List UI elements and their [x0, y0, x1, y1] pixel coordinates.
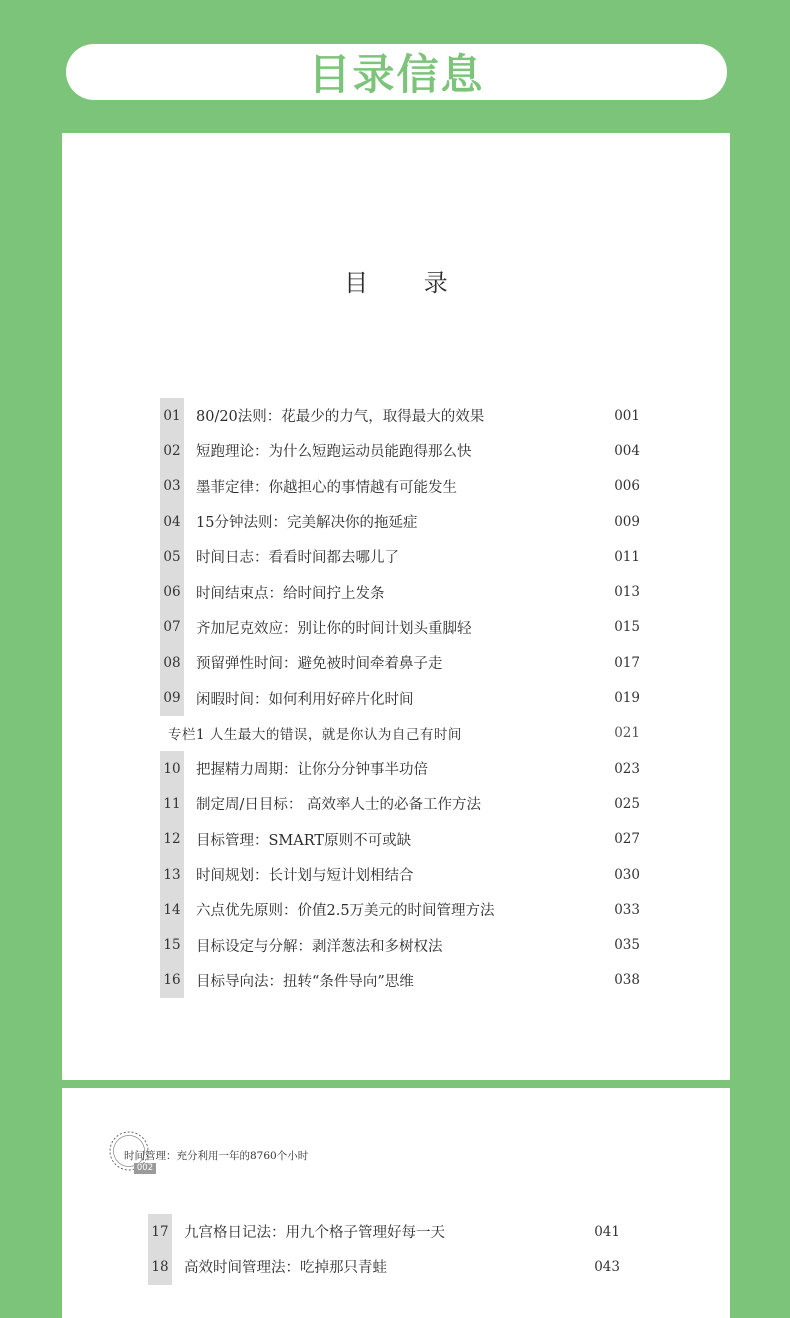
toc-entry-title: 九宫格日记法：用九个格子管理好每一天: [184, 1225, 445, 1242]
toc-entry[interactable]: [160, 574, 640, 609]
header-banner: [66, 44, 727, 100]
toc-entry-page: 027: [614, 831, 640, 848]
toc-entry-number: 02: [160, 433, 184, 468]
toc-entry[interactable]: [160, 786, 640, 821]
toc-entry[interactable]: [160, 680, 640, 715]
toc-entry[interactable]: [148, 1249, 620, 1284]
toc-entry[interactable]: [160, 539, 640, 574]
toc-entry-page: 009: [614, 513, 640, 530]
toc-entry-number: 18: [148, 1249, 172, 1284]
toc-entry-number: 11: [160, 786, 184, 821]
banner-title: 目录信息: [308, 50, 485, 99]
toc-entry-page: 033: [614, 901, 640, 918]
toc-entry[interactable]: [160, 610, 640, 645]
toc-entry-title: 80/20法则：花最少的力气，取得最大的效果: [196, 409, 485, 426]
toc-entry-number: 08: [160, 645, 184, 680]
toc-entry-number: 03: [160, 469, 184, 504]
toc-entry-page: 035: [614, 937, 640, 954]
toc-entry-number: 14: [160, 892, 184, 927]
toc-entry-page: 011: [614, 548, 640, 565]
toc-entry-number: 17: [148, 1214, 172, 1249]
toc-entry-page: 043: [594, 1258, 620, 1275]
toc-entry-number: 16: [160, 963, 184, 998]
toc-entry[interactable]: [160, 892, 640, 927]
toc-entry-number: 05: [160, 539, 184, 574]
toc-entry-number: 13: [160, 857, 184, 892]
toc-entry-title: 15分钟法则：完美解决你的拖延症: [196, 515, 418, 532]
toc-entry-title: 高效时间管理法：吃掉那只青蛙: [184, 1260, 387, 1277]
toc-entry-title: 闲暇时间：如何利用好碎片化时间: [196, 691, 414, 708]
toc-entry-number: 09: [160, 680, 184, 715]
toc-entry-page: 006: [614, 478, 640, 495]
toc-entry-title: 目标导向法：扭转“条件导向”思维: [196, 973, 414, 990]
toc-entry-title: 时间规划：长计划与短计划相结合: [196, 868, 414, 884]
toc-entry-title: 预留弹性时间：避免被时间牵着鼻子走: [196, 656, 443, 673]
toc-entry-page: 015: [614, 619, 640, 636]
toc-entry[interactable]: [160, 645, 640, 680]
page-number: 002: [134, 1163, 156, 1174]
toc-entry-title: 墨菲定律：你越担心的事情越有可能发生: [196, 479, 457, 496]
toc-entry[interactable]: [160, 857, 640, 892]
toc-heading: 目 录: [344, 269, 472, 297]
toc-entry-title: 把握精力周期：让你分分钟事半功倍: [196, 762, 428, 779]
toc-entry-page: 001: [614, 407, 640, 424]
toc-entry[interactable]: [160, 398, 640, 433]
toc-entry-title: 时间日志：看看时间都去哪儿了: [196, 550, 399, 567]
toc-entry[interactable]: [160, 751, 640, 786]
toc-entry[interactable]: [160, 822, 640, 857]
toc-entry-number: 07: [160, 610, 184, 645]
toc-list: [148, 1214, 620, 1285]
toc-entry-number: 01: [160, 398, 184, 433]
toc-entry-page: 025: [614, 795, 640, 812]
toc-entry-title: 短跑理论：为什么短跑运动员能跑得那么快: [196, 444, 472, 461]
toc-entry-number: 10: [160, 751, 184, 786]
toc-entry-number: 12: [160, 822, 184, 857]
toc-entry-title: 目标管理：SMART原则不可或缺: [196, 832, 412, 849]
toc-entry-page: 004: [614, 442, 640, 459]
toc-entry-page: 038: [614, 972, 640, 989]
toc-special-entry[interactable]: [160, 716, 640, 751]
toc-entry-page: 017: [614, 654, 640, 671]
toc-entry-number: 15: [160, 927, 184, 962]
toc-entry-page: 041: [594, 1223, 620, 1240]
toc-entry-title: 时间结束点：给时间拧上发条: [196, 585, 385, 602]
toc-entry[interactable]: [160, 504, 640, 539]
toc-entry[interactable]: [160, 433, 640, 468]
toc-entry-page: 019: [614, 690, 640, 707]
toc-entry-page: 021: [614, 725, 640, 742]
toc-entry-title: 专栏1 人生最大的错误，就是你认为自己有时间: [168, 727, 462, 744]
running-head-text: 时间管理：充分利用一年的8760个小时: [124, 1150, 309, 1162]
toc-entry-title: 六点优先原则：价值2.5万美元的时间管理方法: [196, 903, 495, 920]
running-head: [108, 1130, 508, 1180]
toc-page-2: [62, 1088, 730, 1318]
toc-entry-title: 制定周/日目标： 高效率人士的必备工作方法: [196, 797, 481, 814]
toc-entry-page: 013: [614, 584, 640, 601]
toc-entry-number: 04: [160, 504, 184, 539]
toc-entry[interactable]: [160, 469, 640, 504]
toc-entry-title: 齐加尼克效应：别让你的时间计划头重脚轻: [196, 620, 472, 637]
toc-entry[interactable]: [160, 963, 640, 998]
toc-entry-page: 030: [614, 866, 640, 883]
toc-entry-number: 06: [160, 574, 184, 609]
toc-entry[interactable]: [160, 927, 640, 962]
toc-entry[interactable]: [148, 1214, 620, 1249]
toc-list: [160, 398, 640, 998]
toc-page-1: [62, 133, 730, 1080]
toc-entry-title: 目标设定与分解：剥洋葱法和多树权法: [196, 938, 443, 955]
toc-entry-page: 023: [614, 760, 640, 777]
